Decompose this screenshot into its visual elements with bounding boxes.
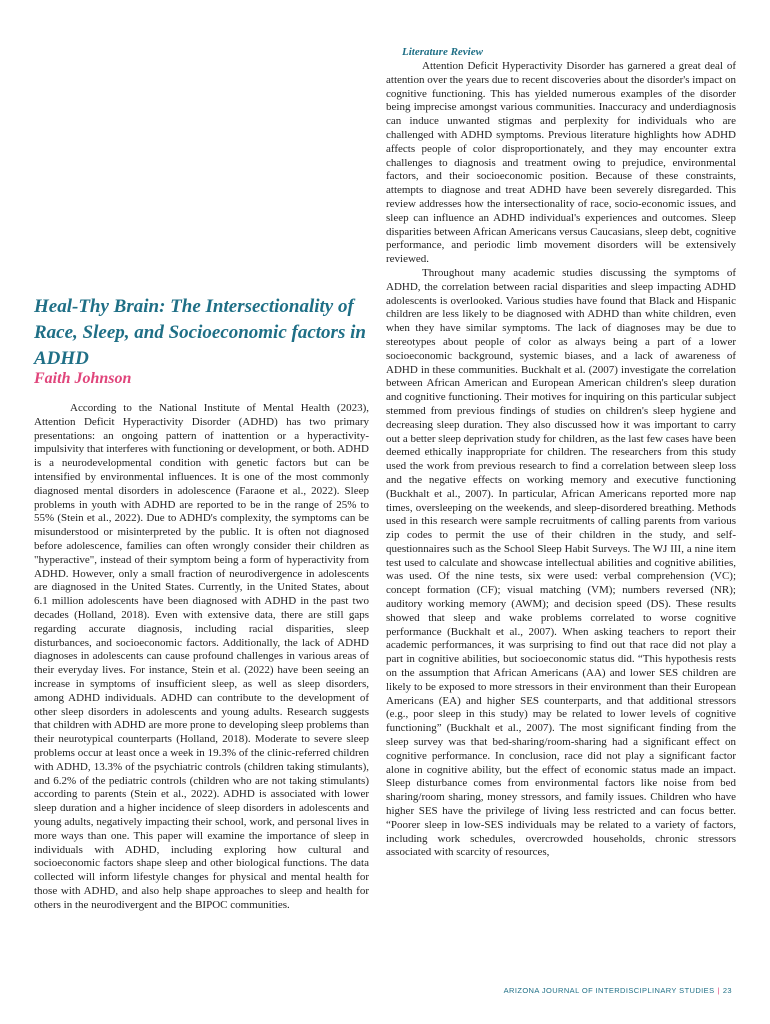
lit-review-paragraph-2: Throughout many academic studies discussing the symptoms of ADHD, the correlation between racial disparities and sleep impacting ADHD adolescents is overlooked. Various studies have found that Black and Hispanic children are less likely to be diagnosed with ADHD than white children, even when they have similar symptoms. The lack of diagnoses may be due to stereotypes about people of color as always being a part of a lower socioeconomic background, systemic biases, and a lack of awareness of ADHD in these communities. Buckhalt et al. (2007) investigate the correlation between African American and European American children's sleep duration and cognitive functioning. Their motives for inquiring on this particular subject stemmed from previous findings of studies on children's sleep hygiene and decreasing sleep duration. They also discussed how it was important to carry out a better sleep deprivation study for children, as the last few cases have been deemed ethically inappropriate for children. The researchers from this study used the work from previous research to find a correlation between sleep loss and the negative effects on working memory and executive functioning (Buckhalt et al., 2007). In particular, African Americans reported more nap times, oversleeping on the weekends, and sleep-disordered breathing. Methods used in this research were sample recruitments of calling parents from various zip codes to permit the use of their children in the study, and self-questionnaires such as the School Sleep Habit Surveys. The WJ III, a nine item test used to calculate and showcase intellectual abilities and cognitive abilities, was used. Of the nine tests, six were used: verbal comprehension (VC); concept formation (CF); visual matching (VM); numbers reversed (NR); auditory working memory (AWM); and decision speed (DS). These results showed that sleep and wake problems correlated to worse cognitive performance (Buckhalt et al., 2007). When asking teachers to report their academic performances, it was surprising to find out that race did not play a part in cognitive abilities, but socioeconomic status did. “This hypothesis rests on the assumption that African Americans (AA) and lower SES children are likely to be exposed to more stressors in their environment than their European Americans (EA) and higher SES counterparts, and that additional stressors (e.g., poor sleep in this study) may be related to lower levels of cognitive functioning” (Buckhalt et al., 2007). The most significant finding from the sleep survey was that bed-sharing/room-sharing had a significant effect on cognitive performance. In conclusion, race did not play a significant factor alone in cognitive ability, but the effect of economic status made an impact. Sleep disturbance comes from environmental factors like noise from bed sharing/room sharing, money stressors, and family issues. Children who have higher SES have the privilege of living less restricted and can focus better. “Poorer sleep in low-SES individuals may be related to a variety of factors, including work schedules, overcrowded households, chronic stressors associated with scarcity of resources, [386,266,736,859]
article-title: Heal-Thy Brain: The Intersectionality of Race, Sleep, and Socioeconomic factors in ADHD [34,296,366,369]
page-number: 23 [722,986,732,995]
footer-separator: | [717,986,720,995]
page-footer [504,986,732,995]
journal-name: ARIZONA JOURNAL OF INTERDISCIPLINARY STUDIES [503,986,715,995]
section-heading-literature-review: Literature Review [402,46,483,58]
literature-review-body [386,60,736,860]
author-name: Faith Johnson [34,370,132,387]
lit-review-paragraph-1: Attention Deficit Hyperactivity Disorder has garnered a great deal of attention over the years due to recent discoveries about the disorder's impact on cognitive functioning. This has yielded numerous examples of the disorder being imprecise amongst various communities. Inaccuracy and underdiagnosis can induce unwanted stigmas and perplexity for individuals who are challenged with ADHD symptoms. Previous literature highlights how ADHD affects people of color disproportionately, and they may encounter extra challenges to diagnosis and treatment owing to prejudice, environmental factors, and their socioeconomic position. Because of these constraints, attempts to diagnose and treat ADHD have been severely disregarded. This review addresses how the intersectionality of race, socio-economic issues, and sleep can influence an ADHD individual's experiences and outcomes. Sleep disparities between African Americans versus Caucasians, sleep debt, cognitive performance, and periodic limb movement disorders will be extensively reviewed. [386,60,736,266]
intro-paragraph: According to the National Institute of Mental Health (2023), Attention Deficit Hyperactivity Disorder (ADHD) has two primary presentations: an ongoing pattern of inattention or a hyperactivity-impulsivity that interferes with functioning or development, or both. ADHD is a neurodevelopmental condition with genetic factors but can be intensified by environmental influences. It is one of the most commonly diagnosed mental disorders in adolescence (Faraone et al., 2022). Sleep problems in youth with ADHD are reported to be in the range of 25% to 55% (Stein et al., 2022). Due to ADHD's complexity, the symptoms can be misunderstood or misinterpreted by the public. It is often not diagnosed before adolescence, families can often wrongly consider their children as "hyperactive", instead of their symptom being a form of hyperactivity from ADHD. However, only a small fraction of neurodivergence in adolescents are diagnosed in the United States. Currently, in the United States, about 6.1 million adolescents have been diagnosed with ADHD in the past two decades (Holland, 2018). Even with extensive data, there are still gaps regarding accurate diagnosis, including racial disparities, sleep disturbances, and socioeconomic factors. Additionally, the lack of ADHD diagnoses in adolescents can cause profound challenges in various areas of their everyday lives. For instance, Stein et al. (2022) have been seeing an increase in symptoms of insufficient sleep, as well as sleep disorders, among ADHD individuals. ADHD can contribute to the development of other sleep disorders in adolescents and young adults. Research suggests that children with ADHD are more prone to developing sleep problems than their neurotypical counterparts (Holland, 2018). Moderate to severe sleep problems occur at least once a week in 19.3% of the clinic-referred children with ADHD, 13.3% of the psychiatric controls (children taking stimulants), and 6.2% of the pediatric controls (children who are not taking stimulants) according to parents (Stein et al., 2022). ADHD is associated with lower sleep duration and a higher incidence of sleep disorders in adolescents and young adults, negatively impacting their school, work, and personal lives in more ways than one. This paper will examine the importance of sleep in individuals with ADHD, including exploring how cultural and socioeconomic factors shape sleep and other biological functions. The data collected will inform lifestyle changes for physical and mental health for those with ADHD, and also help shape approaches to sleep and health for others in the neurodivergent and the BIPOC communities. [34,402,369,911]
